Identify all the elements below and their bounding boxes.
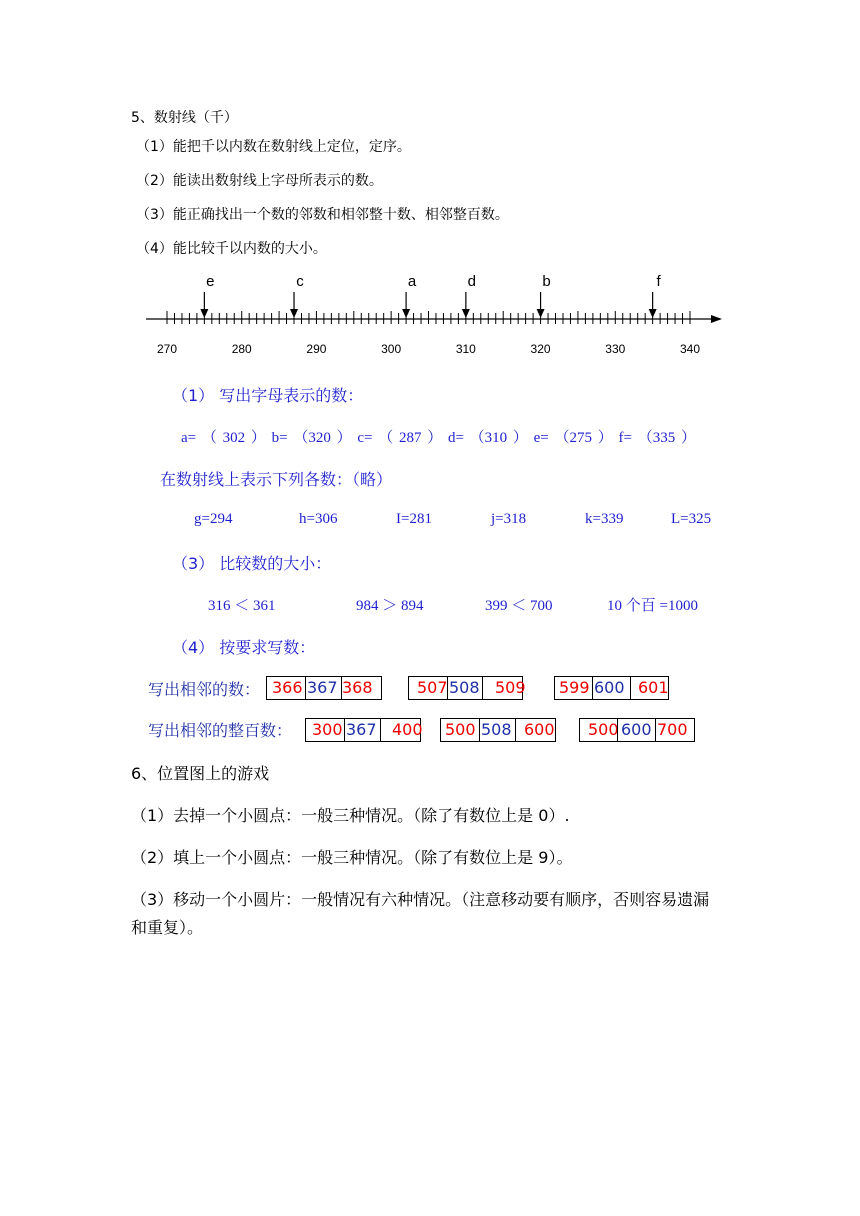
neighbor-label: 写出相邻的数： <box>148 680 261 699</box>
number-line <box>0 268 860 368</box>
marker-arrowhead <box>537 309 545 318</box>
hundreds-box-3 <box>579 718 695 742</box>
section6-item-1: （1）去掉一个小圆点：一般三种情况。（除了有数位上是 0）. <box>131 806 570 825</box>
neighbor-cell: 366 <box>272 678 303 697</box>
hundreds-cell: 700 <box>655 719 694 741</box>
hundreds-box-1 <box>305 718 421 742</box>
tick-label: 320 <box>530 342 551 356</box>
hundreds-cell: 300 <box>312 720 343 739</box>
neighbor-cell: 599 <box>559 678 590 697</box>
q2-value-l: L=325 <box>671 511 712 527</box>
neighbor-cell: 601 <box>630 677 668 699</box>
hundreds-cell: 367 <box>344 719 380 741</box>
q3-item-2: 984 ＞ 894 <box>356 598 424 614</box>
marker-letter: d <box>467 273 477 290</box>
q3-item-1: 316 ＜ 361 <box>208 598 276 614</box>
neighbor-box-1 <box>266 676 382 700</box>
q3-title: （3） 比较数的大小： <box>172 554 332 573</box>
marker-letter: e <box>206 273 215 290</box>
marker-arrowhead <box>290 309 298 318</box>
section6-title: 6、位置图上的游戏 <box>131 764 270 783</box>
section5-item-2: （2）能读出数射线上字母所表示的数。 <box>136 173 383 189</box>
section5-item-4: （4）能比较千以内数的大小。 <box>136 241 327 257</box>
tick-label: 270 <box>156 342 178 356</box>
tick-label: 290 <box>306 342 327 356</box>
neighbor-cell: 368 <box>341 677 381 699</box>
section5-item-1: （1）能把千以内数在数射线上定位，定序。 <box>136 139 411 155</box>
q2-value-g: g=294 <box>194 511 233 527</box>
section6-item-3-cont: 和重复）。 <box>131 918 204 937</box>
hundreds-cell: 600 <box>617 719 655 741</box>
marker-letter: b <box>542 273 551 290</box>
neighbor-box-2 <box>408 676 526 700</box>
neighbor-cell: 367 <box>305 677 341 699</box>
tick-label: 280 <box>231 342 252 356</box>
marker-arrowhead <box>402 309 410 318</box>
tick-label: 300 <box>381 342 402 356</box>
section5-item-3: （3）能正确找出一个数的邻数和相邻整十数、相邻整百数。 <box>136 207 509 223</box>
tick-label: 330 <box>605 342 626 356</box>
neighbor-cell: 507 <box>417 678 448 697</box>
q4-title: （4） 按要求写数： <box>172 638 316 657</box>
section6-item-2: （2）填上一个小圆点：一般三种情况。（除了有数位上是 9）。 <box>131 848 573 867</box>
marker-letter: f <box>656 273 661 290</box>
hundreds-label: 写出相邻的整百数： <box>148 721 293 740</box>
q2-value-i: I=281 <box>396 511 432 527</box>
tick-label: 310 <box>455 342 476 356</box>
q2-value-j: j=318 <box>491 511 527 527</box>
hundreds-box-2 <box>440 718 556 742</box>
q2-title: 在数射线上表示下列各数：（略） <box>160 470 393 489</box>
neighbor-cell: 509 <box>482 677 522 699</box>
hundreds-cell: 500 <box>445 720 476 739</box>
hundreds-cell: 600 <box>515 719 555 741</box>
q1-title: （1） 写出字母表示的数： <box>172 386 364 405</box>
marker-arrowhead <box>649 309 657 318</box>
section5-title: 5、数射线（千） <box>131 110 238 126</box>
axis-arrowhead <box>711 315 722 323</box>
marker-letter: a <box>407 273 417 290</box>
neighbor-cell: 600 <box>592 677 630 699</box>
tick-label: 340 <box>679 342 701 356</box>
marker-arrowhead <box>200 309 208 318</box>
hundreds-cell: 400 <box>380 719 420 741</box>
hundreds-cell: 500 <box>588 720 619 739</box>
q3-item-3: 399 ＜ 700 <box>485 598 553 614</box>
q2-value-h: h=306 <box>299 511 338 527</box>
marker-arrowhead <box>462 309 470 318</box>
neighbor-cell: 508 <box>447 677 482 699</box>
marker-letter: c <box>296 273 304 290</box>
q2-value-k: k=339 <box>585 511 624 527</box>
section6-item-3: （3）移动一个小圆片：一般情况有六种情况。（注意移动要有顺序，否则容易遗漏 <box>131 890 710 909</box>
q1-answers: a= （ 302 ） b= （320 ） c= （ 287 ） d= （310 ） e= （275 ） f= （335 ） <box>181 430 696 446</box>
neighbor-box-3 <box>554 676 669 700</box>
hundreds-cell: 508 <box>479 719 515 741</box>
q3-item-4: 10 个百 =1000 <box>607 598 698 614</box>
